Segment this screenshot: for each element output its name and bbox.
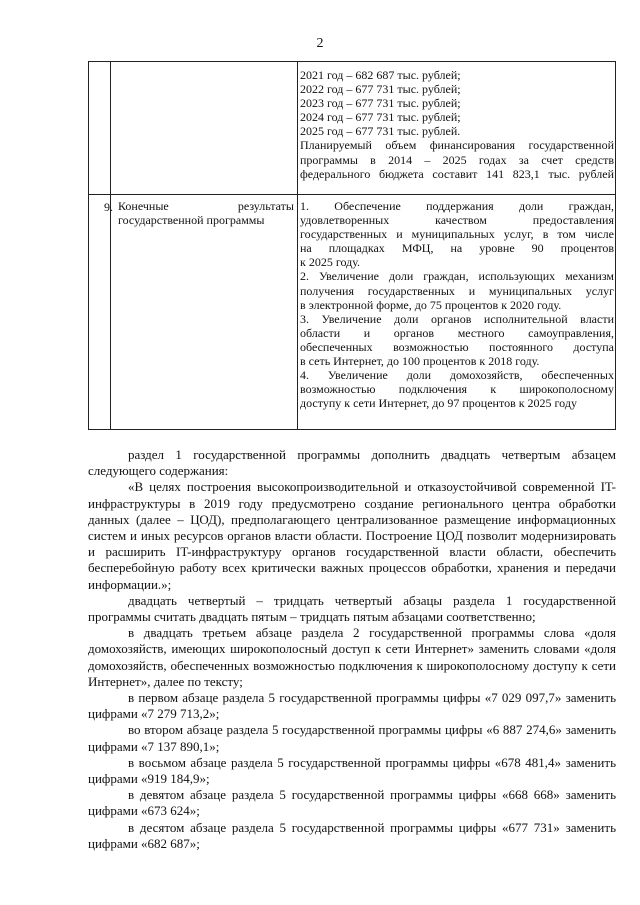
row-label [118, 199, 294, 228]
paragraph: в восьмом абзаце раздела 5 государственной программы цифры «678 481,4» заменить цифрами «919 184,9»; [88, 754, 616, 787]
planned-funding-line: Планируемый объем финансирования государственной [300, 138, 614, 153]
result-line: 3. Увеличение доли органов исполнительной власти [300, 311, 614, 326]
paragraph: «В целях построения высокопроизводительной и отказоустойчивой современной IT-инфраструктуры в 2019 году предусмотрено создание регионального центра обработки данных (далее – ЦОД), предполагающего централизованное размещение информационных систем и иных ресурсов органов власти области. Построение ЦОД позволит модернизировать и расширить IT-инфраструктуру органов государственной власти области, обеспечить бесперебойную работу всех критически важных процессов обработки, хранения и передачи информации.»; [88, 479, 616, 592]
paragraph: раздел 1 государственной программы дополнить двадцать четвертым абзацем следующего содержания: [88, 447, 616, 479]
paragraph: двадцать четвертый – тридцать четвертый абзацы раздела 1 государственной программы считать двадцать пятым – тридцать пятым абзацами соответственно; [88, 592, 616, 625]
amendment-text [88, 447, 616, 852]
result-line: в электронной форме, до 75 процентов к 2020 году. [300, 297, 562, 312]
row-label-line: Конечные результаты [118, 199, 294, 213]
planned-funding-line: программы в 2014 – 2025 годах за счет средств [300, 152, 614, 167]
result-line: обеспеченных возможностью постоянного доступа [300, 339, 614, 354]
funding-line: 2023 год – 677 731 тыс. рублей; [300, 96, 461, 111]
result-line: на площадках МФЦ, на уровне 90 процентов [300, 241, 614, 256]
result-line: к 2025 году. [300, 255, 361, 270]
paragraph: в первом абзаце раздела 5 государственной программы цифры «7 029 097,7» заменить цифрами «7 279 713,2»; [88, 690, 616, 722]
funding-line: 2022 год – 677 731 тыс. рублей; [300, 82, 461, 97]
page-number: 2 [316, 36, 324, 51]
result-line: 1. Обеспечение поддержания доли граждан, [300, 199, 614, 213]
result-line: получения государственных и муниципальных услуг [300, 283, 614, 298]
results-cell [300, 199, 614, 410]
result-line: в сеть Интернет, до 100 процентов к 2018 году. [300, 354, 540, 369]
result-line: удовлетворенных качеством предоставления [300, 213, 614, 228]
result-line: возможностью подключения к широкополосному [300, 382, 614, 397]
paragraph: в двадцать третьем абзаце раздела 2 государственной программы слова «доля домохозяйств, имеющих широкополосный доступ к сети Интернет» заменить словами «доля домохозяйств, обеспеченных возможностью подключения к широкополосному доступу к сети Интернет», далее по тексту; [88, 625, 616, 689]
result-line: доступу к сети Интернет, до 97 процентов к 2025 году [300, 396, 577, 411]
result-line: 2. Увеличение доли граждан, использующих механизм [300, 269, 614, 284]
result-line: государственных и муниципальных услуг, в том числе [300, 227, 614, 242]
planned-funding-line: федерального бюджета составит 141 823,1 тыс. рублей [300, 166, 614, 181]
funding-cell [300, 68, 614, 181]
row-number: 9. [104, 200, 113, 214]
paragraph: в десятом абзаце раздела 5 государственной программы цифры «677 731» заменить цифрами «682 687»; [88, 819, 616, 851]
funding-line: 2025 год – 677 731 тыс. рублей. [300, 124, 461, 139]
result-line: области и органов местного самоуправления, [300, 325, 614, 340]
paragraph: в девятом абзаце раздела 5 государственной программы цифры «668 668» заменить цифрами «673 624»; [88, 787, 616, 819]
funding-line: 2021 год – 682 687 тыс. рублей; [300, 68, 461, 82]
result-line: 4. Увеличение доли домохозяйств, обеспеченных [300, 368, 614, 383]
row-label-line: государственной программы [118, 213, 265, 228]
funding-line: 2024 год – 677 731 тыс. рублей; [300, 110, 461, 125]
paragraph: во втором абзаце раздела 5 государственной программы цифры «6 887 274,6» заменить цифрами «7 137 890,1»; [88, 722, 616, 754]
